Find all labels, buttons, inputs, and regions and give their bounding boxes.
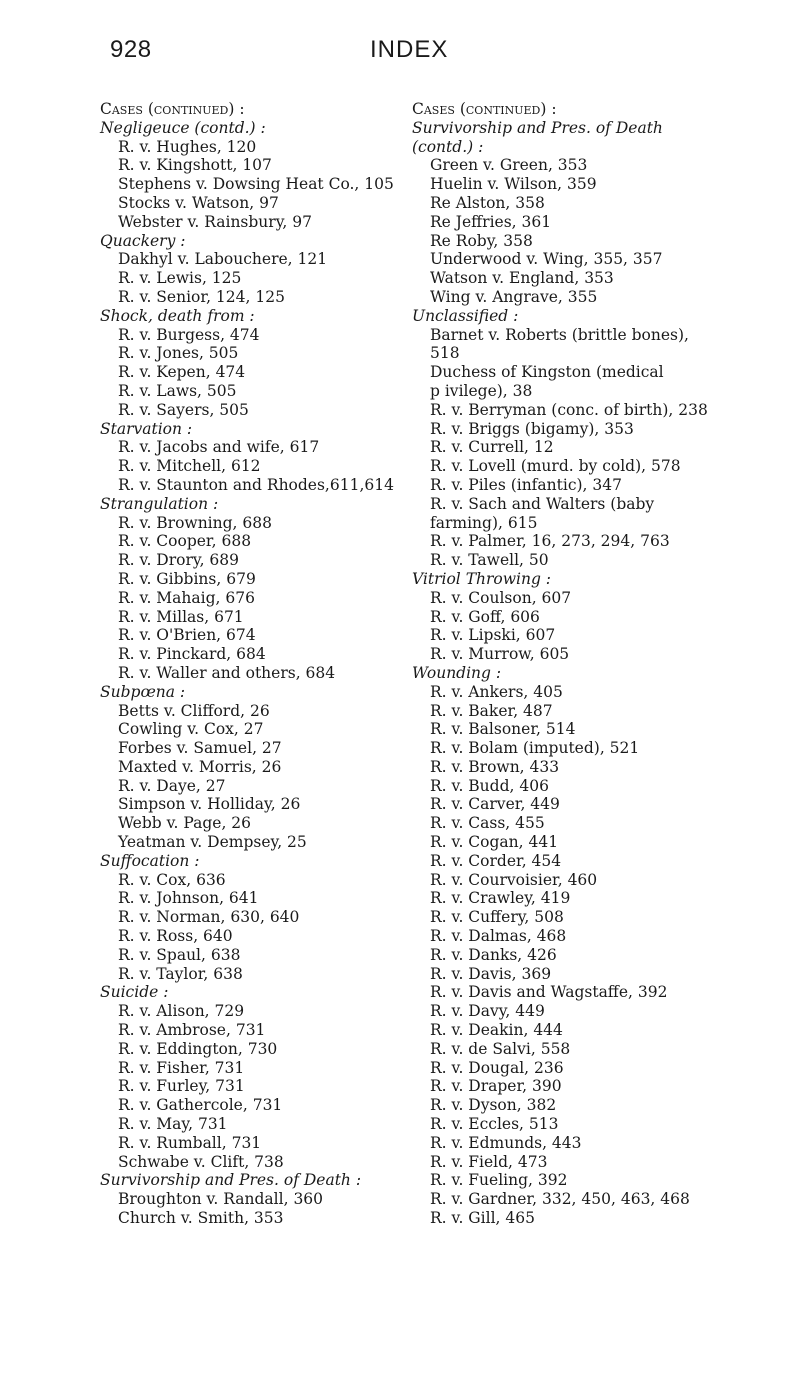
index-entry: R. v. Ambrose, 731 [118, 1021, 266, 1040]
page-number: 928 [110, 36, 152, 63]
index-entry: Broughton v. Randall, 360 [118, 1190, 324, 1209]
subject-heading: Vitriol Throwing : [412, 569, 552, 588]
index-entry: Watson v. England, 353 [430, 269, 614, 288]
index-entry: R. v. Cass, 455 [430, 814, 545, 833]
index-entry: R. v. Dalmas, 468 [430, 927, 567, 946]
subject-heading: Negligeuce (contd.) : [100, 118, 266, 137]
index-entry: Barnet v. Roberts (brittle bones), [430, 325, 689, 344]
subject-heading: Starvation : [100, 419, 193, 438]
index-entry: Yeatman v. Dempsey, 25 [118, 833, 307, 852]
index-entry: R. v. Davis and Wagstaffe, 392 [430, 983, 668, 1002]
index-entry: R. v. Cox, 636 [118, 870, 226, 889]
index-entry: Simpson v. Holliday, 26 [118, 795, 301, 814]
subject-heading: (contd.) : [412, 137, 484, 156]
subject-heading: Strangulation : [100, 494, 219, 513]
index-entry: R. v. Davis, 369 [430, 964, 552, 983]
index-column-right [412, 100, 772, 1228]
index-entry: Re Alston, 358 [430, 193, 545, 212]
subject-heading: Subpœna : [100, 682, 186, 701]
index-entry: R. v. Daye, 27 [118, 776, 226, 795]
index-entry: R. v. Baker, 487 [430, 701, 553, 720]
index-entry: Re Roby, 358 [430, 231, 533, 250]
index-column-left [100, 100, 430, 1228]
index-entry: R. v. Bolam (imputed), 521 [430, 739, 640, 758]
index-entry: R. v. Pinckard, 684 [118, 645, 266, 664]
index-entry: R. v. Draper, 390 [430, 1077, 562, 1096]
index-entry: Green v. Green, 353 [430, 156, 588, 175]
subject-heading: Unclassified : [412, 306, 519, 325]
index-entry: R. v. Currell, 12 [430, 438, 554, 457]
index-entry: R. v. Cogan, 441 [430, 833, 559, 852]
index-entry: R. v. Jones, 505 [118, 344, 239, 363]
index-entry: R. v. Sayers, 505 [118, 400, 249, 419]
index-entry: R. v. Taylor, 638 [118, 964, 243, 983]
index-entry: R. v. Fueling, 392 [430, 1171, 568, 1190]
index-entry: R. v. Carver, 449 [430, 795, 560, 814]
index-entry: farming), 615 [430, 513, 538, 532]
index-entry: R. v. Dyson, 382 [430, 1096, 557, 1115]
index-entry: Underwood v. Wing, 355, 357 [430, 250, 663, 269]
subject-heading: Survivorship and Pres. of Death [412, 118, 663, 137]
index-entry: 518 [430, 344, 460, 363]
index-entry: R. v. Senior, 124, 125 [118, 287, 285, 306]
subject-heading: Suffocation : [100, 851, 200, 870]
index-entry: R. v. Lewis, 125 [118, 269, 242, 288]
page-header [0, 36, 800, 76]
index-entry: R. v. Piles (infantic), 347 [430, 475, 622, 494]
subject-heading: Wounding : [412, 663, 502, 682]
index-entry: R. v. Alison, 729 [118, 1002, 245, 1021]
subject-heading: Survivorship and Pres. of Death : [100, 1171, 362, 1190]
index-entry: R. v. Balsoner, 514 [430, 720, 576, 739]
index-entry: R. v. Kingshott, 107 [118, 156, 272, 175]
index-entry: R. v. Murrow, 605 [430, 645, 570, 664]
index-entry: R. v. Hughes, 120 [118, 137, 257, 156]
index-entry: R. v. Rumball, 731 [118, 1133, 262, 1152]
index-entry: Wing v. Angrave, 355 [430, 287, 598, 306]
index-entry: R. v. Eccles, 513 [430, 1115, 559, 1134]
subject-heading: Shock, death from : [100, 306, 255, 325]
index-entry: R. v. Ross, 640 [118, 927, 233, 946]
index-entry: Stocks v. Watson, 97 [118, 193, 279, 212]
index-entry: R. v. Dougal, 236 [430, 1058, 564, 1077]
index-entry: R. v. O'Brien, 674 [118, 626, 256, 645]
index-entry: R. v. Browning, 688 [118, 513, 272, 532]
index-entry: R. v. Eddington, 730 [118, 1039, 278, 1058]
index-entry: R. v. Deakin, 444 [430, 1021, 563, 1040]
index-entry: Re Jeffries, 361 [430, 212, 552, 231]
index-entry: R. v. Crawley, 419 [430, 889, 571, 908]
index-entry: p ivilege), 38 [430, 381, 533, 400]
index-entry: R. v. Corder, 454 [430, 851, 562, 870]
index-entry: R. v. Davy, 449 [430, 1002, 545, 1021]
index-entry: R. v. Drory, 689 [118, 551, 240, 570]
index-entry: R. v. Laws, 505 [118, 381, 237, 400]
index-entry: Maxted v. Morris, 26 [118, 757, 282, 776]
index-entry: R. v. Edmunds, 443 [430, 1133, 582, 1152]
index-entry: R. v. Waller and others, 684 [118, 663, 336, 682]
index-entry: Webster v. Rainsbury, 97 [118, 212, 312, 231]
index-entry: R. v. Briggs (bigamy), 353 [430, 419, 634, 438]
index-entry: R. v. Millas, 671 [118, 607, 244, 626]
index-entry: Stephens v. Dowsing Heat Co., 105 [118, 175, 394, 194]
index-entry: R. v. de Salvi, 558 [430, 1039, 571, 1058]
index-entry: R. v. Gathercole, 731 [118, 1096, 283, 1115]
index-entry: Schwabe v. Clift, 738 [118, 1152, 284, 1171]
index-entry: R. v. Cuffery, 508 [430, 908, 564, 927]
index-entry: R. v. Furley, 731 [118, 1077, 245, 1096]
index-entry: Church v. Smith, 353 [118, 1209, 284, 1228]
index-entry: R. v. Sach and Walters (baby [430, 494, 655, 513]
index-entry: R. v. Budd, 406 [430, 776, 549, 795]
index-entry: R. v. Kepen, 474 [118, 363, 246, 382]
index-entry: Duchess of Kingston (medical [430, 363, 664, 382]
index-entry: R. v. May, 731 [118, 1115, 228, 1134]
index-entry: R. v. Danks, 426 [430, 945, 557, 964]
page-title: INDEX [370, 36, 449, 63]
index-entry: R. v. Mitchell, 612 [118, 457, 261, 476]
index-entry: R. v. Coulson, 607 [430, 588, 572, 607]
index-entry: R. v. Johnson, 641 [118, 889, 259, 908]
index-entry: R. v. Tawell, 50 [430, 551, 549, 570]
index-entry: R. v. Jacobs and wife, 617 [118, 438, 320, 457]
index-entry: R. v. Spaul, 638 [118, 945, 241, 964]
index-entry: R. v. Fisher, 731 [118, 1058, 245, 1077]
index-entry: R. v. Burgess, 474 [118, 325, 260, 344]
index-entry: R. v. Gardner, 332, 450, 463, 468 [430, 1190, 690, 1209]
index-entry: R. v. Mahaig, 676 [118, 588, 255, 607]
section-heading: Cases (continued) : [100, 100, 245, 118]
index-entry: R. v. Staunton and Rhodes,611,614 [118, 475, 394, 494]
subject-heading: Suicide : [100, 983, 169, 1002]
index-entry: R. v. Brown, 433 [430, 757, 560, 776]
index-entry: R. v. Field, 473 [430, 1152, 548, 1171]
index-entry: Huelin v. Wilson, 359 [430, 175, 597, 194]
index-entry: Cowling v. Cox, 27 [118, 720, 264, 739]
index-entry: R. v. Palmer, 16, 273, 294, 763 [430, 532, 670, 551]
index-entry: R. v. Cooper, 688 [118, 532, 252, 551]
index-entry: Forbes v. Samuel, 27 [118, 739, 282, 758]
index-entry: R. v. Gibbins, 679 [118, 569, 256, 588]
index-entry: R. v. Lovell (murd. by cold), 578 [430, 457, 681, 476]
index-entry: R. v. Goff, 606 [430, 607, 540, 626]
subject-heading: Quackery : [100, 231, 186, 250]
index-entry: Betts v. Clifford, 26 [118, 701, 270, 720]
index-entry: R. v. Ankers, 405 [430, 682, 563, 701]
section-heading: Cases (continued) : [412, 100, 557, 118]
index-entry: Dakhyl v. Labouchere, 121 [118, 250, 328, 269]
index-entry: R. v. Berryman (conc. of birth), 238 [430, 400, 708, 419]
index-entry: R. v. Gill, 465 [430, 1209, 535, 1228]
index-entry: R. v. Norman, 630, 640 [118, 908, 300, 927]
index-entry: Webb v. Page, 26 [118, 814, 252, 833]
index-entry: R. v. Lipski, 607 [430, 626, 556, 645]
index-entry: R. v. Courvoisier, 460 [430, 870, 598, 889]
